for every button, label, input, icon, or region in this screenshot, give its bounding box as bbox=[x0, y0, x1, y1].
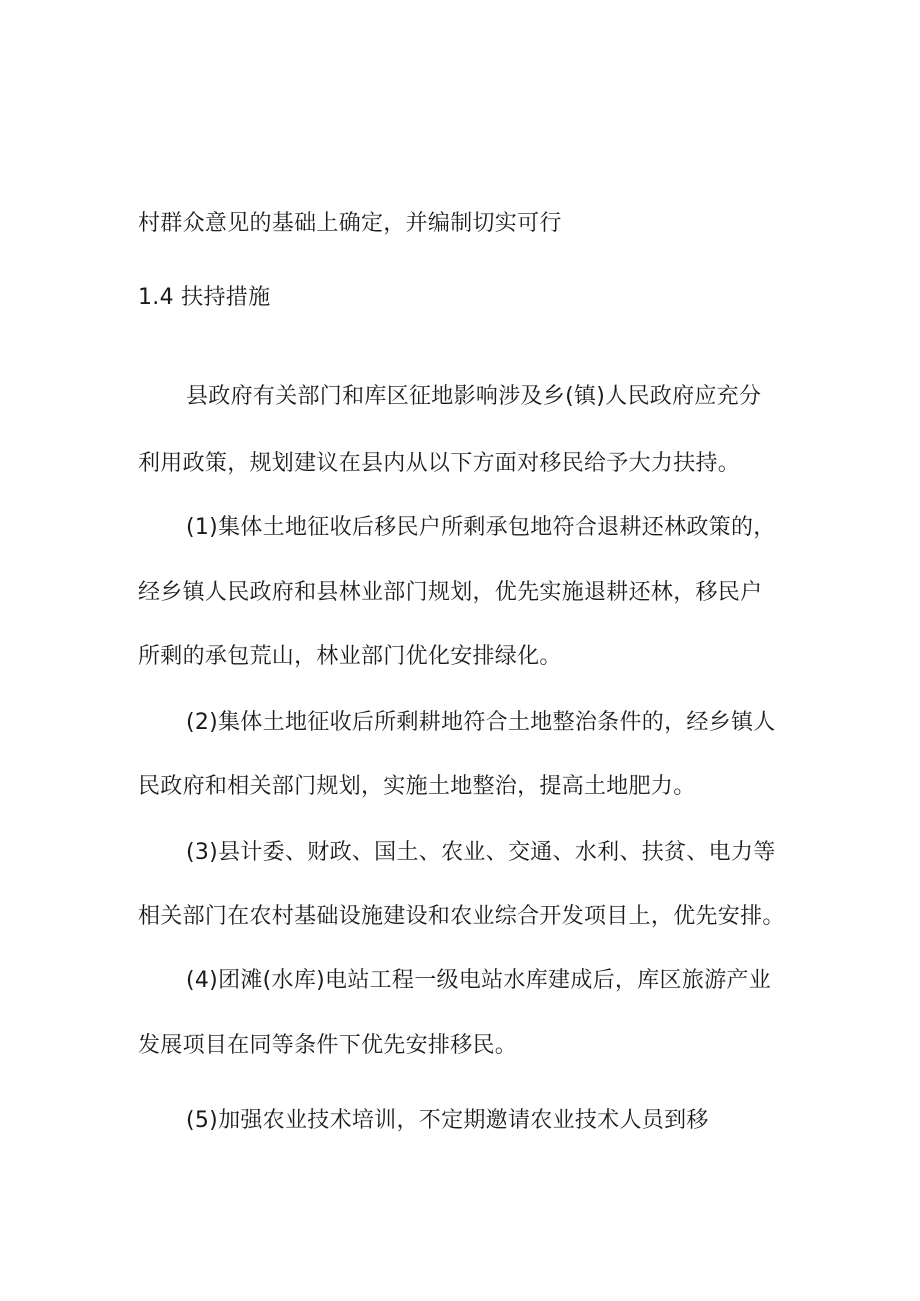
intro-paragraph-line-2: 利用政策，规划建议在县内从以下方面对移民给予大力扶持。 bbox=[138, 451, 741, 476]
item-2-line-1: (2)集体土地征收后所剩耕地符合土地整治条件的，经乡镇人 bbox=[186, 710, 776, 735]
intro-paragraph-line-1: 县政府有关部门和库区征地影响涉及乡(镇)人民政府应充分 bbox=[186, 384, 762, 409]
item-5-line-1: (5)加强农业技术培训，不定期邀请农业技术人员到移 bbox=[186, 1108, 709, 1133]
item-1-line-2: 经乡镇人民政府和县林业部门规划，优先实施退耕还林，移民户 bbox=[138, 580, 763, 605]
item-4-line-2: 发展项目在同等条件下优先安排移民。 bbox=[138, 1033, 518, 1058]
item-2-line-2: 民政府和相关部门规划，实施土地整治，提高土地肥力。 bbox=[138, 774, 696, 799]
item-1-line-1: (1)集体土地征收后移民户所剩承包地符合退耕还林政策的， bbox=[186, 515, 776, 540]
paragraph-continuation-line: 村群众意见的基础上确定，并编制切实可行 bbox=[138, 211, 562, 236]
section-heading: 1.4 扶持措施 bbox=[138, 285, 271, 310]
item-3-line-2: 相关部门在农村基础设施建设和农业综合开发项目上，优先安排。 bbox=[138, 904, 785, 929]
item-3-line-1: (3)县计委、财政、国土、农业、交通、水利、扶贫、电力等 bbox=[186, 840, 776, 865]
item-1-line-3: 所剩的承包荒山，林业部门优化安排绿化。 bbox=[138, 644, 562, 669]
item-4-line-1: (4)团滩(水库)电站工程一级电站水库建成后，库区旅游产业 bbox=[186, 968, 772, 993]
